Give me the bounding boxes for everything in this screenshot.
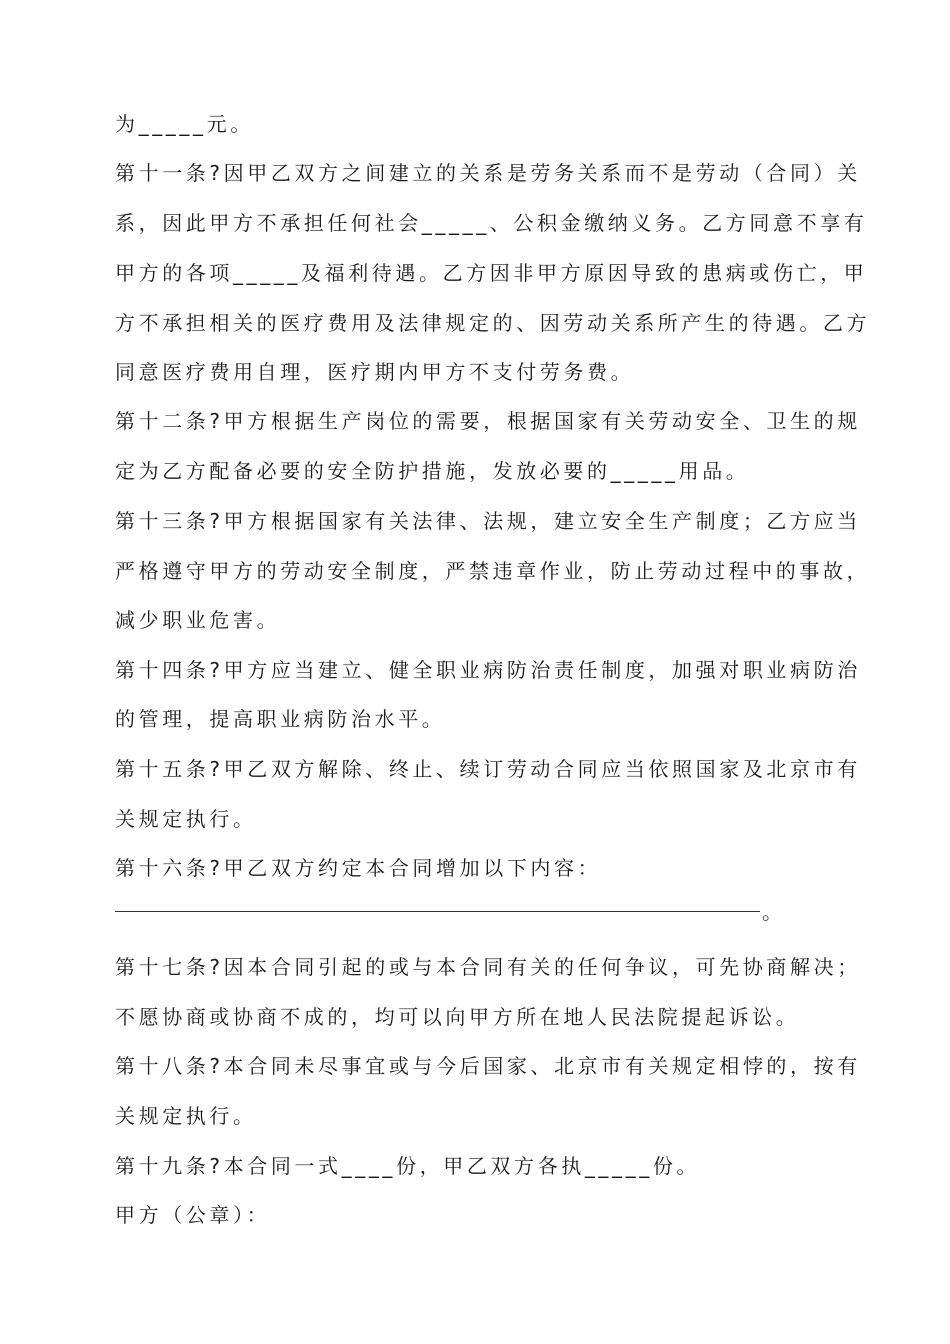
article-13-line-2: 严格遵守甲方的劳动安全制度，严禁违章作业，防止劳动过程中的事故， — [115, 559, 871, 583]
article-18-line-2: 关规定执行。 — [115, 1104, 257, 1128]
article-14-line-1: 第十四条?甲方应当建立、健全职业病防治责任制度，加强对职业病防治 — [115, 658, 861, 682]
article-11-line-1: 第十一条?因甲乙双方之间建立的关系是劳务关系而不是劳动（合同）关 — [115, 161, 861, 185]
article-11-line-4: 方不承担相关的医疗费用及法律规定的、因劳动关系所产生的待遇。乙方 — [115, 311, 871, 335]
article-16-line-1: 第十六条?甲乙双方约定本合同增加以下内容： — [115, 856, 602, 880]
article-12-line-2: 定为乙方配备必要的安全防护措施，发放必要的_____用品。 — [115, 459, 750, 483]
article-14-line-2: 的管理，提高职业病防治水平。 — [115, 707, 446, 731]
article-19-line-1: 第十九条?本合同一式____份，甲乙双方各执_____份。 — [115, 1154, 701, 1178]
text-line-1: 为_____元。 — [115, 112, 254, 136]
article-15-line-1: 第十五条?甲乙双方解除、终止、续订劳动合同应当依照国家及北京市有 — [115, 757, 861, 781]
article-11-line-2: 系，因此甲方不承担任何社会_____、公积金缴纳义务。乙方同意不享有 — [115, 211, 868, 235]
article-11-line-5: 同意医疗费用自理，医疗期内甲方不支付劳务费。 — [115, 360, 635, 384]
article-12-line-1: 第十二条?甲方根据生产岗位的需要，根据国家有关劳动安全、卫生的规 — [115, 409, 861, 433]
party-a-seal-label: 甲方（公章）： — [115, 1203, 271, 1227]
article-11-line-3: 甲方的各项_____及福利待遇。乙方因非甲方原因导致的患病或伤亡，甲 — [115, 261, 868, 285]
fill-in-blank-line — [115, 911, 760, 912]
article-13-line-1: 第十三条?甲方根据国家有关法律、法规，建立安全生产制度；乙方应当 — [115, 509, 861, 533]
article-15-line-2: 关规定执行。 — [115, 807, 257, 831]
article-17-line-1: 第十七条?因本合同引起的或与本合同有关的任何争议，可先协商解决； — [115, 955, 861, 979]
article-13-line-3: 减少职业危害。 — [115, 608, 281, 632]
blank-line-period: 。 — [762, 900, 782, 924]
article-17-line-2: 不愿协商或协商不成的，均可以向甲方所在地人民法院提起诉讼。 — [115, 1005, 800, 1029]
article-18-line-1: 第十八条?本合同未尽事宜或与今后国家、北京市有关规定相悖的，按有 — [115, 1054, 861, 1078]
